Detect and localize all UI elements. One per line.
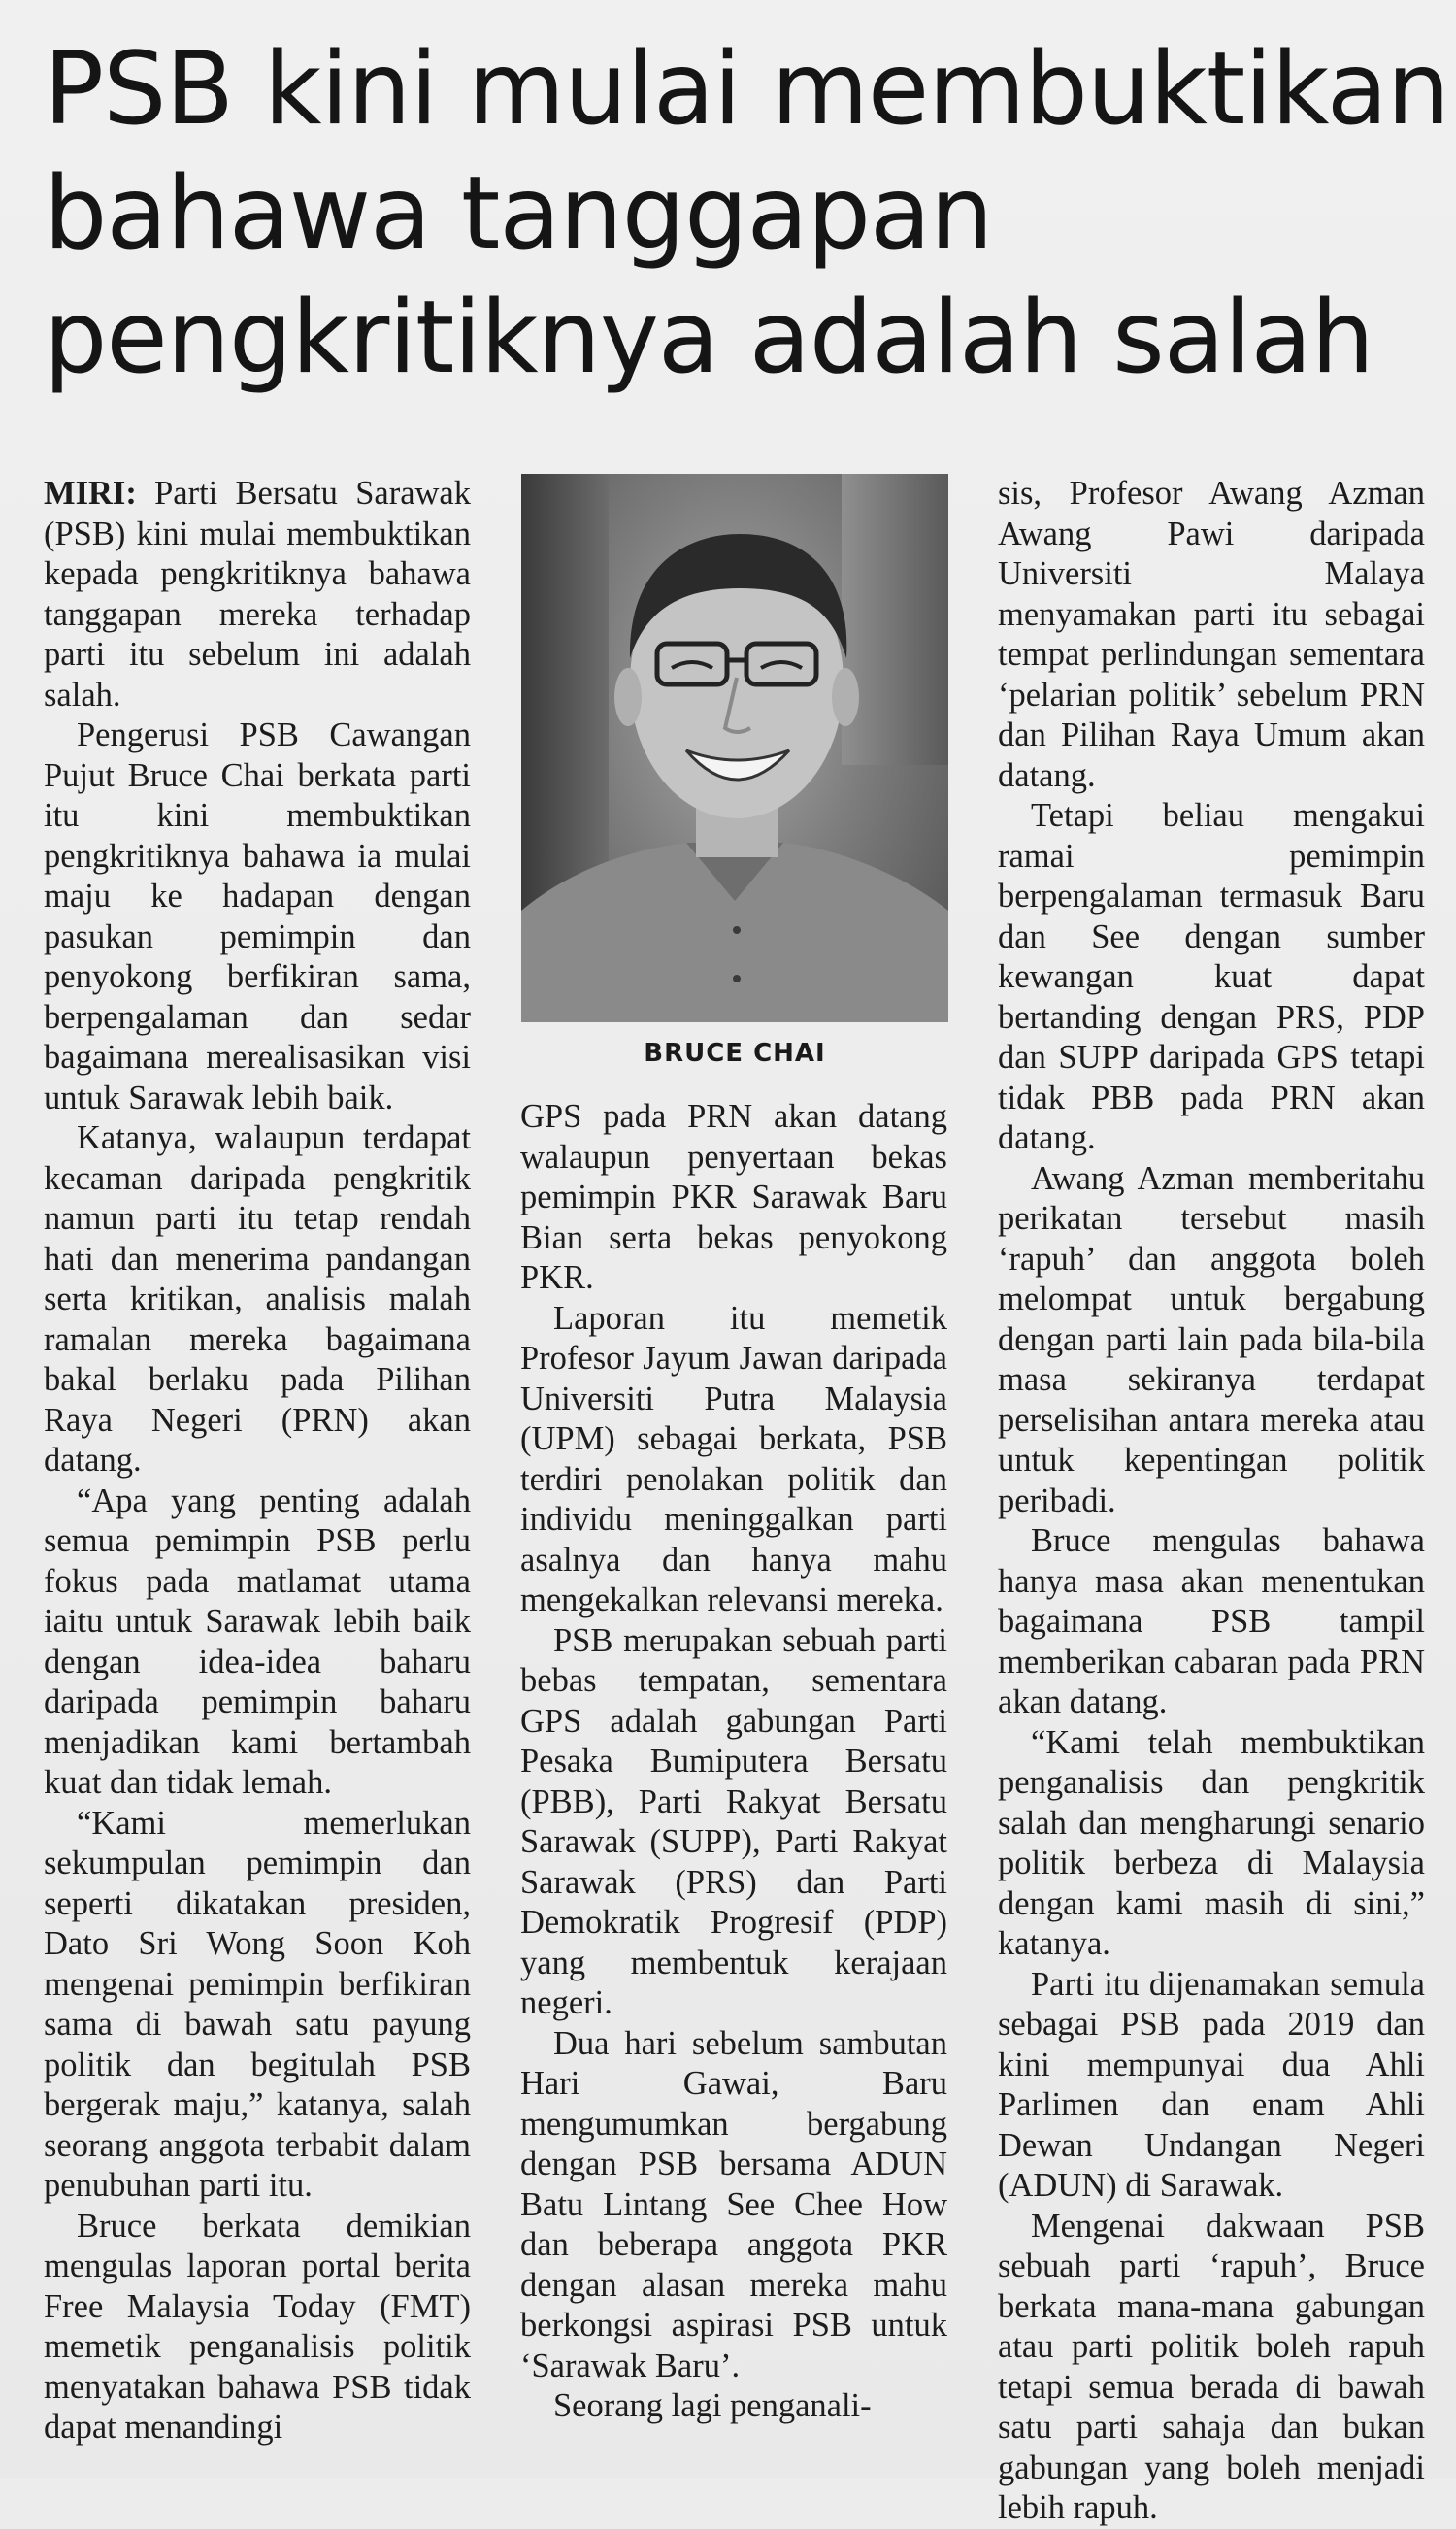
paragraph: Dua hari sebelum sambutan Hari Gawai, Baru mengumumkan bergabung dengan PSB bersama ADUN Batu Lintang See Chee How dan beberapa anggota PKR dengan alasan mereka mahu berkongsi aspirasi PSB untuk ‘Sarawak Baru’. [520,2024,947,2384]
headline-line: pengkritiknya adalah salah [44,280,1373,396]
paragraph: “Kami memerlukan sekumpulan pemimpin dan seperti dikatakan presiden, Dato Sri Wong Soon Koh mengenai pemimpin berfikiran sama di bawah satu payung politik dan begitulah PSB bergerak maju,” katanya, salah seorang anggota terbabit dalam penubuhan parti itu. [44,1804,471,2204]
paragraph: Laporan itu memetik Profesor Jayum Jawan daripada Universiti Putra Malaysia (UPM) sebagai berkata, PSB terdiri penolakan politik dan individu meninggalkan parti asalnya dan hanya mahu mengekalkan relevansi mereka. [520,1299,947,1618]
article-column-1 [44,474,471,2448]
paragraph: “Apa yang penting adalah semua pemimpin PSB perlu fokus pada matlamat utama iaitu untuk Sarawak lebih baik dengan idea-idea baharu daripada pemimpin baharu menjadikan kami bertambah kuat dan tidak lemah. [44,1481,471,1801]
headline-line: PSB kini mulai membuktikan [44,31,1450,148]
paragraph-text: Parti Bersatu Sarawak (PSB) kini mulai membuktikan kepada pengkritiknya bahawa tanggapan mereka terhadap parti itu sebelum ini adalah salah. [44,475,471,714]
paragraph: Tetapi beliau mengakui ramai pemimpin berpengalaman termasuk Baru dan See dengan sumber kewangan kuat dapat bertanding dengan PRS, PDP dan SUPP daripada GPS tetapi tidak PBB pada PRN akan datang. [998,797,1425,1156]
paragraph: Katanya, walaupun terdapat kecaman daripada pengkritik namun parti itu tetap rendah hati dan menerima pandangan serta kritikan, analisis malah ramalan mereka bagaimana bakal berlaku pada Pilihan Raya Negeri (PRN) akan datang. [44,1119,471,1479]
paragraph: Seorang lagi penganali- [553,2387,872,2424]
paragraph: sis, Profesor Awang Azman Awang Pawi daripada Universiti Malaya menyamakan parti itu sebagai tempat perlindungan sementara ‘pelarian politik’ sebelum PRN dan Pilihan Raya Umum akan datang. [998,475,1425,794]
paragraph: “Kami telah membuktikan penganalisis dan pengkritik salah dan mengharungi senario politik berbeza di Malaysia dengan kami masih di sini,” katanya. [998,1723,1425,1962]
paragraph: PSB merupakan sebuah parti bebas tempatan, sementara GPS adalah gabungan Parti Pesaka Bumiputera Bersatu (PBB), Parti Rakyat Bersatu Sarawak (SUPP), Parti Rakyat Sarawak (PRS) dan Parti Demokratik Progresif (PDP) yang membentuk kerajaan negeri. [520,1621,947,2021]
dateline: MIRI: [44,475,137,512]
paragraph: GPS pada PRN akan datang walaupun penyertaan bekas pemimpin PKR Sarawak Baru Bian serta bekas penyokong PKR. [520,1098,947,1296]
paragraph [44,474,471,715]
paragraph: Bruce berkata demikian mengulas laporan portal berita Free Malaysia Today (FMT) memetik penganalisis politik menyatakan bahawa PSB tidak dapat menandingi [44,2207,471,2446]
article-column-2 [520,1097,947,2427]
paragraph: Mengenai dakwaan PSB sebuah parti ‘rapuh’, Bruce berkata mana-mana gabungan atau parti politik boleh rapuh tetapi semua berada di bawah satu parti sahaja dan bukan gabungan yang boleh menjadi lebih rapuh. [998,2207,1425,2526]
headline-line: bahawa tanggapan [44,155,993,272]
paragraph: Parti itu dijenamakan semula sebagai PSB pada 2019 dan kini mempunyai dua Ahli Parlimen dan enam Ahli Dewan Undangan Negeri (ADUN) di Sarawak. [998,1965,1425,2204]
paragraph: Pengerusi PSB Cawangan Pujut Bruce Chai berkata parti itu kini membuktikan pengkritiknya bahawa ia mulai maju ke hadapan dengan pasukan pemimpin dan penyokong berfikiran sama, berpengalaman dan sedar bagaimana merealisasikan visi untuk Sarawak lebih baik. [44,716,471,1116]
article-column-3 [998,474,1425,2529]
portrait-photo [521,474,948,1022]
portrait-illustration [521,474,948,1022]
paragraph: Awang Azman memberitahu perikatan tersebut masih ‘rapuh’ dan anggota boleh melompat untuk bergabung dengan parti lain pada bila-bila masa sekiranya terdapat perselisihan antara mereka atau untuk kepentingan politik peribadi. [998,1159,1425,1519]
headline [44,27,1450,400]
photo-caption: BRUCE CHAI [644,1039,826,1068]
paragraph: Bruce mengulas bahawa hanya masa akan menentukan bagaimana PSB tampil memberikan cabaran pada PRN akan datang. [998,1522,1425,1720]
